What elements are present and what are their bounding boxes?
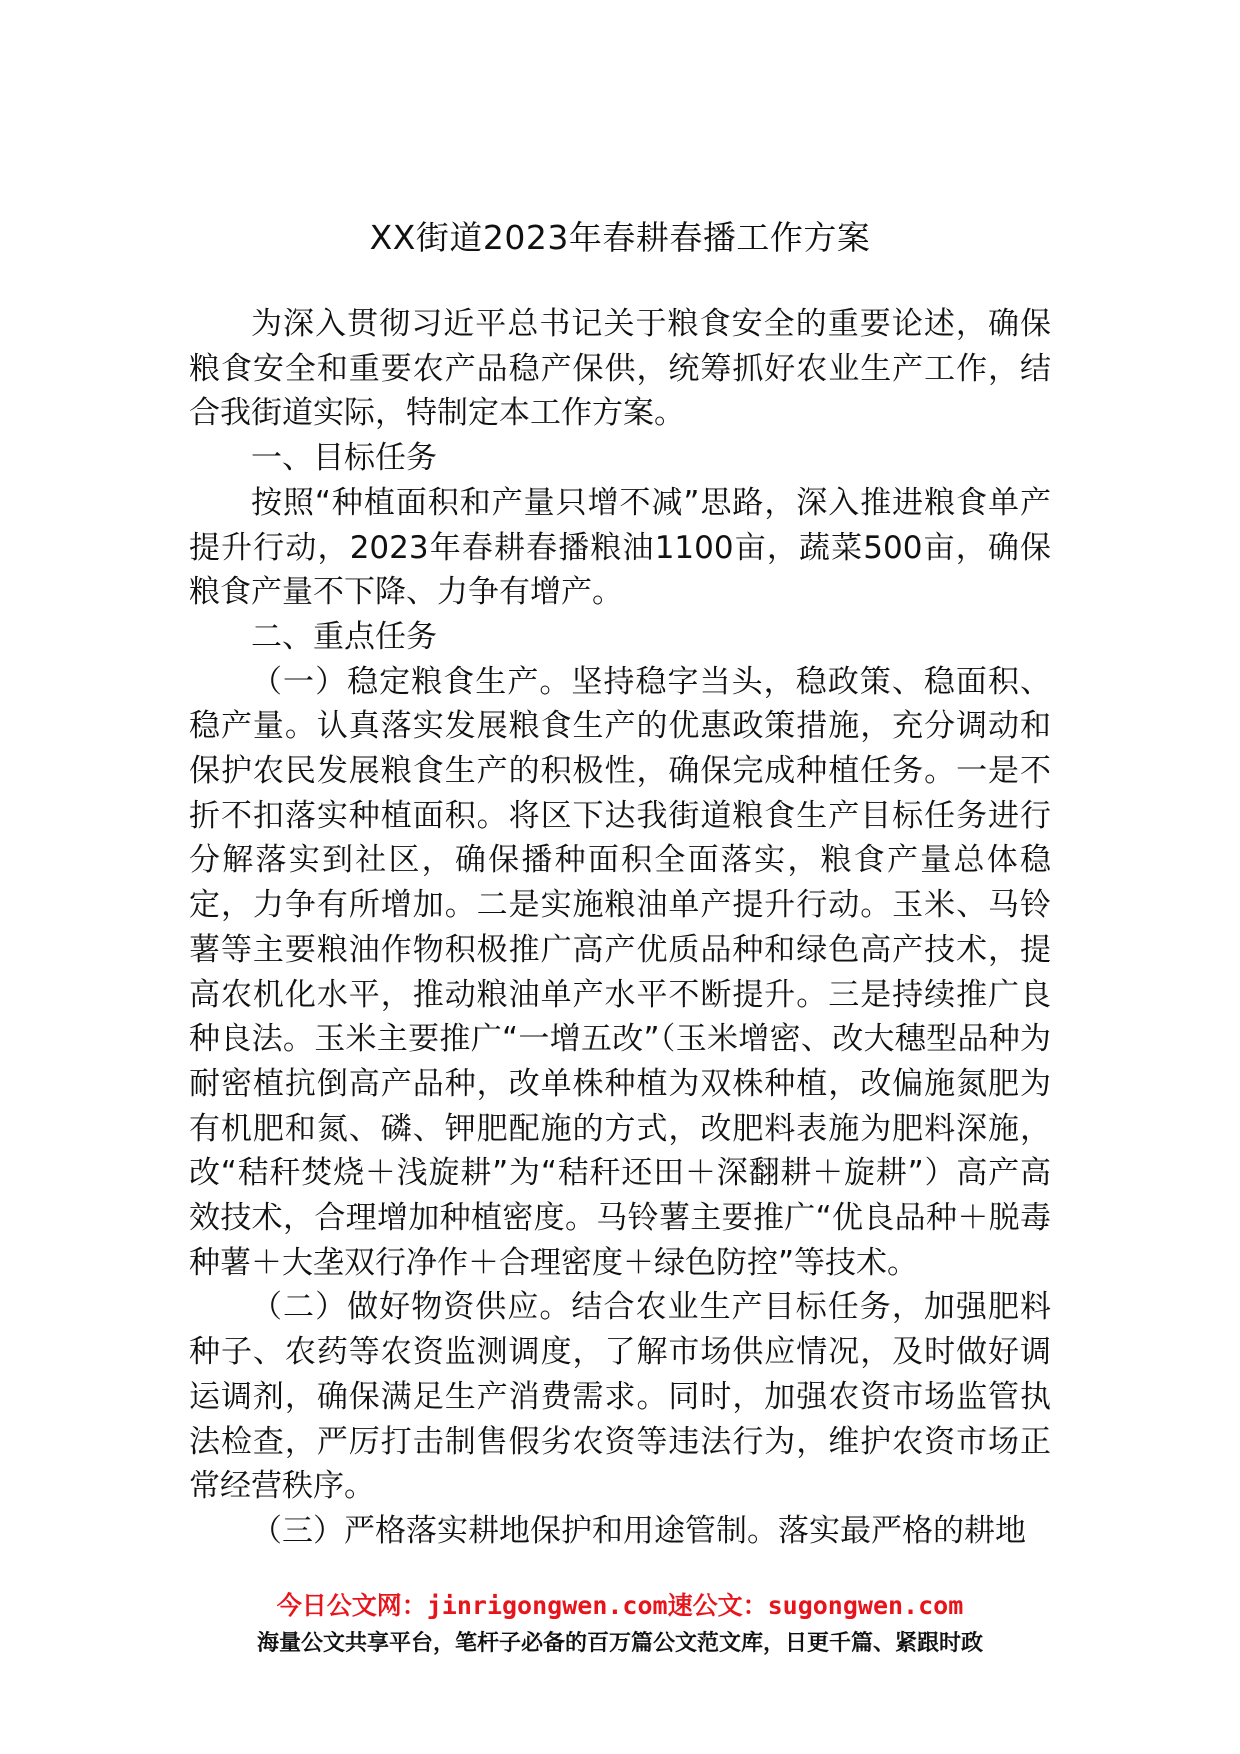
paragraph-farmland-protection: （三）严格落实耕地保护和用途管制。落实最严格的耕地 [251, 1512, 1026, 1549]
paragraph-goal-tasks: 按照“种植面积和产量只增不减”思路，深入推进粮食单产提升行动，2023年春耕春播粮油1100亩，蔬菜500亩，确保粮食产量不下降、力争有增产。 [189, 484, 1051, 611]
site1-name: 今日公文网： [276, 1591, 427, 1620]
footer-slogan: 海量公文共享平台，笔杆子必备的百万篇公文范文库，日更千篇、紧跟时政 [256, 1631, 983, 1656]
heading-key-tasks: 二、重点任务 [251, 618, 437, 655]
footer-sites [0, 1588, 1240, 1624]
site1-link[interactable]: jinrigongwen.com [426, 1591, 668, 1620]
heading-goal-tasks: 一、目标任务 [251, 440, 437, 477]
document-body [189, 302, 1051, 1554]
site2-link[interactable]: sugongwen.com [767, 1591, 964, 1620]
paragraph-intro: 为深入贯彻习近平总书记关于粮食安全的重要论述，确保粮食安全和重要农产品稳产保供，统筹抓好农业生产工作，结合我街道实际，特制定本工作方案。 [189, 306, 1051, 432]
document-title: XX街道2023年春耕春播工作方案 [369, 218, 871, 257]
site2-name: 速公文： [667, 1591, 768, 1620]
paragraph-material-supply: （二）做好物资供应。结合农业生产目标任务，加强肥料种子、农药等农资监测调度，了解市场供应情况，及时做好调运调剂，确保满足生产消费需求。同时，加强农资市场监管执法检查，严厉打击制售假劣农资等违法行为，维护农资市场正常经营秩序。 [189, 1289, 1051, 1505]
paragraph-grain-production: （一）稳定粮食生产。坚持稳字当头，稳政策、稳面积、稳产量。认真落实发展粮食生产的优惠政策措施，充分调动和保护农民发展粮食生产的积极性，确保完成种植任务。一是不折不扣落实种植面积。将区下达我街道粮食生产目标任务进行分解落实到社区，确保播种面积全面落实，粮食产量总体稳定，力争有所增加。二是实施粮油单产提升行动。玉米、马铃薯等主要粮油作物积极推广高产优质品种和绿色高产技术，提高农机化水平，推动粮油单产水平不断提升。三是持续推广良种良法。玉米主要推广“一增五改”（玉米增密、改大穗型品种为耐密植抗倒高产品种，改单株种植为双株种植，改偏施氮肥为有机肥和氮、磷、钾肥配施的方式，改肥料表施为肥料深施，改“秸秆焚烧＋浅旋耕”为“秸秆还田＋深翻耕＋旋耕”）高产高效技术，合理增加种植密度。马铃薯主要推广“优良品种＋脱毒种薯＋大垄双行净作＋合理密度＋绿色防控”等技术。 [189, 663, 1051, 1281]
watermark-footer [0, 1588, 1240, 1664]
